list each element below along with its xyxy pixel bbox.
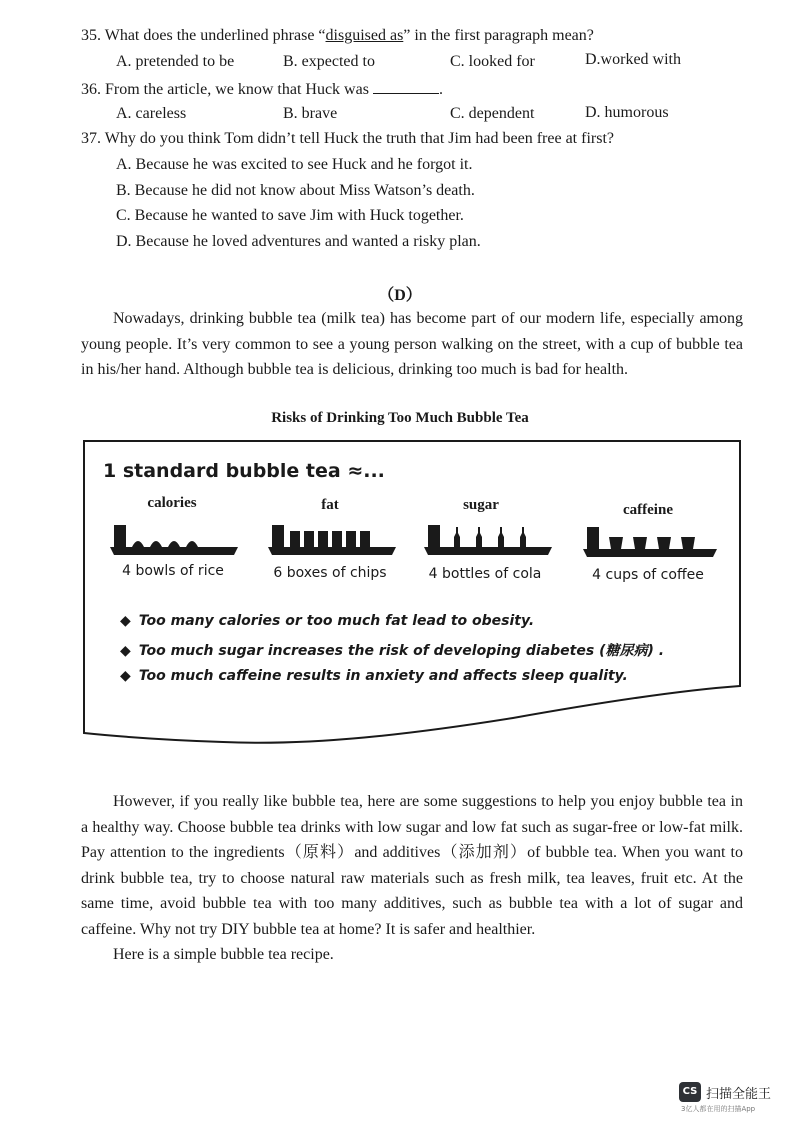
q37-option-c: C. Because he wanted to save Jim with Huck together.	[116, 207, 464, 224]
risk-bullet-caffeine	[120, 668, 628, 684]
risk-bullet-text: Too much sugar increases the risk of developing diabetes (糖尿病) .	[138, 643, 665, 659]
risk-caption-coffee: 4 cups of coffee	[592, 567, 704, 583]
risk-label-caffeine: caffeine	[623, 502, 673, 518]
diamond-bullet-icon: ◆	[120, 613, 131, 629]
risk-label-fat: fat	[321, 497, 339, 513]
q37-option-d: D. Because he loved adventures and wanted a risky plan.	[116, 233, 481, 250]
q36-stem-before: 36. From the article, we know that Huck was	[81, 81, 369, 98]
q36-option-a: A. careless	[116, 105, 187, 122]
q35-stem-before: 35. What does the underlined phrase “	[81, 27, 326, 44]
suggestions-paragraph: However, if you really like bubble tea, here are some suggestions to help you enjoy bubble tea in a healthy way. Choose bubble tea drinks with low sugar and low fat such as sugar-free or low-fat milk. Pay attention to the ingredients（原料）and additives（添加剂）of bubble tea. When you want to drink bubble tea, try to choose natural raw materials such as fresh milk, tea leaves, fruit etc. At the same time, avoid bubble tea with too many additives, such as bubble tea with a lot of sugar and caffeine. Why not try DIY bubble tea at home? It is safer and healthier.	[81, 793, 743, 938]
risk-label-calories: calories	[147, 495, 197, 511]
section-d-heading: （D）	[378, 287, 422, 304]
q35-underlined-phrase: disguised as	[325, 27, 404, 44]
q36-option-c: C. dependent	[450, 105, 535, 122]
risk-bullet-text: Too many calories or too much fat lead to obesity.	[138, 613, 535, 629]
watermark-app-name: 扫描全能王	[706, 1087, 772, 1102]
camscanner-logo-icon: CS	[679, 1082, 701, 1102]
q35-option-c: C. looked for	[450, 53, 535, 70]
q35-option-d: D.worked with	[585, 51, 681, 68]
q35-stem	[81, 26, 594, 46]
risk-label-sugar: sugar	[463, 497, 499, 513]
risk-bullet-diabetes	[120, 640, 664, 660]
q37-option-a: A. Because he was excited to see Huck and he forgot it.	[116, 156, 473, 173]
diamond-bullet-icon: ◆	[120, 668, 131, 684]
q36-option-d: D. humorous	[585, 104, 669, 121]
intro-paragraph: Nowadays, drinking bubble tea (milk tea) has become part of our modern life, especially among young people. It’s very common to see a young person walking on the street, with a cup of bubble tea in his/her hand. Although bubble tea is delicious, drinking too much is bad for health.	[81, 310, 743, 378]
q36-stem-after: .	[438, 81, 443, 98]
risk-box-title: 1 standard bubble tea ≈...	[103, 460, 385, 482]
chips-box-icon	[268, 521, 396, 555]
q36-option-b: B. brave	[283, 105, 338, 122]
risk-box-frame	[83, 440, 741, 748]
coffee-cup-icon	[583, 523, 717, 557]
q37-option-b: B. Because he did not know about Miss Watson’s death.	[116, 182, 475, 199]
risk-caption-rice: 4 bowls of rice	[122, 563, 224, 579]
risks-title: Risks of Drinking Too Much Bubble Tea	[271, 410, 529, 426]
watermark-slogan: 3亿人都在用的扫描App	[681, 1105, 756, 1113]
q37-stem: 37. Why do you think Tom didn’t tell Huck the truth that Jim had been free at first?	[81, 130, 614, 147]
q35-option-b: B. expected to	[283, 53, 375, 70]
risk-caption-chips: 6 boxes of chips	[273, 565, 387, 581]
suggestions-section	[81, 789, 743, 968]
q35-stem-after: ” in the first paragraph mean?	[403, 27, 594, 44]
risk-bullet-obesity	[120, 613, 534, 629]
q35-option-a: A. pretended to be	[116, 53, 235, 70]
risk-bullet-text: Too much caffeine results in anxiety and affects sleep quality.	[138, 668, 628, 684]
rice-bowl-icon	[110, 521, 238, 555]
q36-answer-blank	[373, 79, 439, 94]
section-d-intro	[81, 306, 743, 383]
diamond-bullet-icon: ◆	[120, 643, 131, 659]
risk-caption-cola: 4 bottles of cola	[428, 566, 542, 582]
cola-bottle-icon	[424, 521, 552, 555]
recipe-intro: Here is a simple bubble tea recipe.	[113, 946, 334, 963]
q36-stem	[81, 79, 443, 100]
